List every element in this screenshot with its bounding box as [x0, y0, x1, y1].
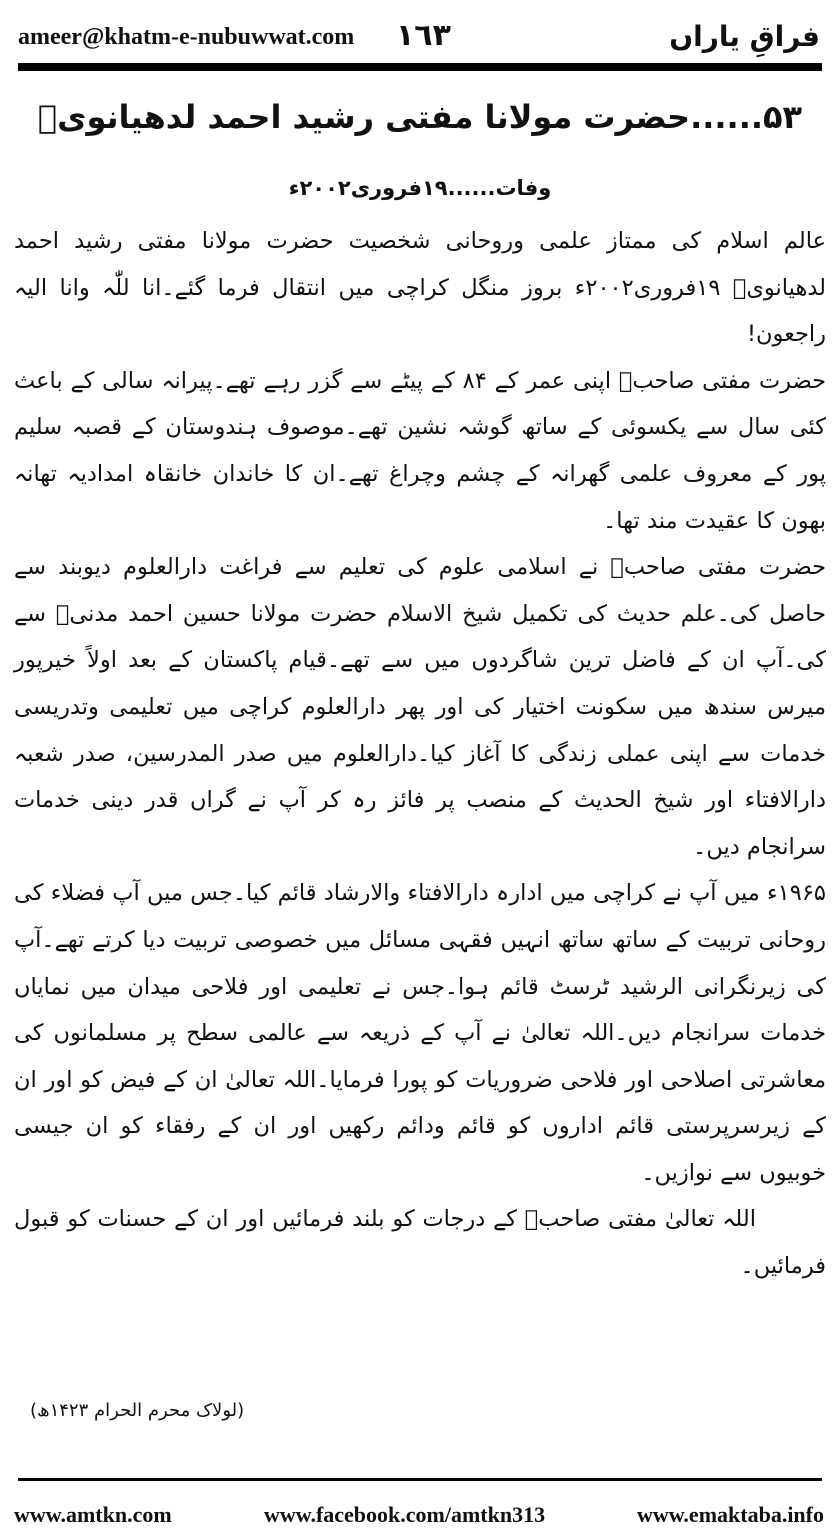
paragraph-5: اللہ تعالیٰ مفتی صاحبؒ کے درجات کو بلند فرمائیں اور ان کے حسنات کو قبول فرمائیں۔ — [14, 1206, 826, 1280]
paragraph-3: حضرت مفتی صاحبؒ نے اسلامی علوم کی تعلیم سے فراغت دارالعلوم دیوبند سے حاصل کی۔علم حدیث کی تکمیل شیخ الاسلام حضرت مولانا حسین احمد مدنیؒ سے کی۔آپ ان کے فاضل ترین شاگردوں میں سے تھے۔قیام پاکستان کے بعد اولاً خیرپور میرس سندھ میں سکونت اختیار کی اور پھر دارالعلوم کراچی میں تعلیمی وتدریسی خدمات سے اپنی عملی زندگی کا آغاز کیا۔دارالعلوم میں صدر المدرسین، صدر شعبہ دارالافتاء اور شیخ الحدیث کے منصب پر فائز رہ کر آپ نے گراں قدر دینی خدمات سرانجام دیں۔ — [14, 554, 826, 860]
death-date: وفات......۱۹فروری۲۰۰۲ء — [288, 176, 552, 200]
paragraph-4: ۱۹۶۵ء میں آپ نے کراچی میں ادارہ دارالافتاء والارشاد قائم کیا۔جس میں آپ فضلاء کی روحانی تربیت کے ساتھ ساتھ انہیں فقہی مسائل میں خصوصی تربیت دیا کرتے تھے۔آپ کی زیرنگرانی الرشید ٹرسٹ قائم ہوا۔جس نے تعلیمی اور فلاحی میدان میں نمایاں خدمات سرانجام دیں۔اللہ تعالیٰ نے آپ کے ذریعہ سے عالمی سطح پر مسلمانوں کی معاشرتی اصلاحی اور فلاحی ضروریات کو پورا فرمایا۔اللہ تعالیٰ ان کے فیض کو اور ان کے زیرسرپرستی قائم اداروں کو قائم ودائم رکھیں اور ان کے رفقاء کو ان جیسی خوبیوں سے نوازیں۔ — [14, 880, 826, 1186]
header-email: ameer@khatm-e-nubuwwat.com — [18, 24, 355, 50]
footer-link-amtkn[interactable]: www.amtkn.com — [14, 1502, 172, 1527]
footer-link-emaktaba[interactable]: www.emaktaba.info — [636, 1502, 824, 1527]
book-title: فراقِ یاراں — [669, 20, 820, 53]
citation: (لولاک محرم الحرام ۱۴۲۳ھ) — [30, 1400, 245, 1421]
paragraph-1: عالم اسلام کی ممتاز علمی وروحانی شخصیت حضرت مولانا مفتی رشید احمد لدھیانویؒ ۱۹فروری۲۰۰۲ء بروز منگل کراچی میں انتقال فرما گئے۔انا للّٰہ وانا الیہ راجعون! — [14, 228, 826, 348]
article-title: ۵۳......حضرت مولانا مفتی رشید احمد لدھیانویؒ — [37, 98, 803, 136]
page-header — [18, 18, 822, 62]
footer-divider — [18, 1478, 822, 1481]
paragraph-2: حضرت مفتی صاحبؒ اپنی عمر کے ۸۴ کے پیٹے سے گزر رہے تھے۔پیرانہ سالی کے باعث کئی سال سے یکسوئی کے ساتھ گوشہ نشین تھے۔موصوف ہندوستان کے قصبہ سلیم پور کے معروف علمی گھرانہ کے چشم وچراغ تھے۔ان کا خاندان خانقاہ امدادیہ تھانہ بھون کا عقیدت مند تھا۔ — [14, 367, 827, 534]
footer-link-facebook[interactable]: www.facebook.com/amtkn313 — [264, 1502, 546, 1527]
article-body — [14, 218, 826, 1290]
page-footer — [14, 1502, 826, 1532]
page-number: ١٦٣ — [396, 18, 451, 53]
header-divider — [18, 63, 822, 71]
